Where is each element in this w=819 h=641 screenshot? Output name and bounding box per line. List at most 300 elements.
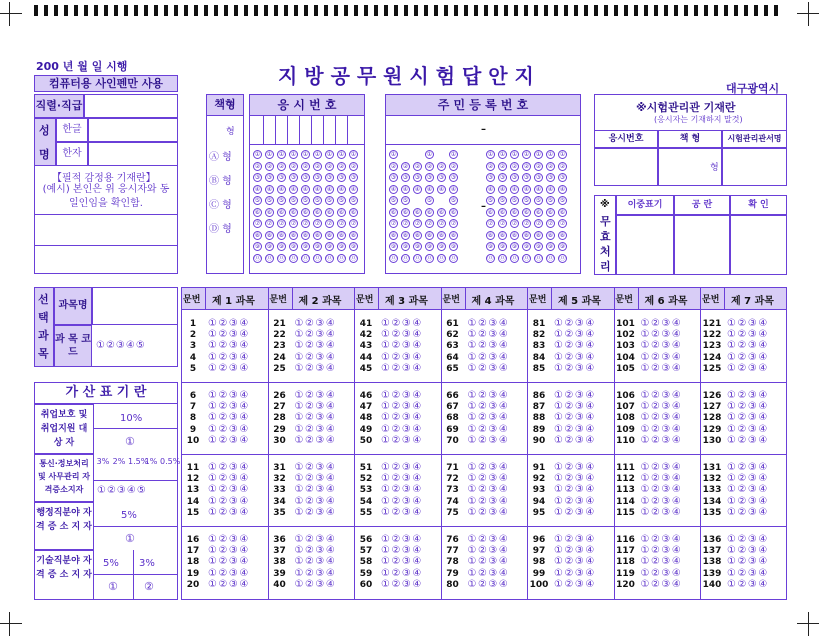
answer-bubbles[interactable]: ①②③④ [640,484,683,496]
exam-number-digit-bubble[interactable]: ⑤ [314,197,321,204]
answer-bubbles[interactable]: ①②③④ [640,506,683,518]
exam-number-digit-bubble[interactable]: ⑦ [290,220,297,227]
resident-number-digit-bubble[interactable]: ⑧ [523,231,530,239]
answer-bubbles[interactable]: ①②③④ [208,351,250,363]
exam-number-digit-bubble[interactable]: ④ [254,185,261,193]
answer-bubbles[interactable]: ①②③④ [640,495,683,507]
resident-number-digit-bubble[interactable]: ⑦ [426,220,433,227]
exam-number-digit-bubble[interactable]: ⓪ [254,254,261,262]
exam-number-digit-bubble[interactable]: ⑦ [338,220,345,227]
resident-number-digit-bubble[interactable]: ⓪ [511,254,518,262]
resident-number-digit-bubble[interactable]: ② [402,162,409,170]
answer-bubbles[interactable]: ①②③④ [640,534,683,545]
resident-number-digit-bubble[interactable]: ⑦ [499,220,506,227]
exam-number-digit-bubble[interactable]: ③ [314,174,321,181]
invalid-double-field[interactable] [616,215,674,275]
resident-number-digit-bubble[interactable]: ③ [438,174,445,181]
answer-bubbles[interactable]: ①②③④ [381,423,423,435]
resident-number-digit-bubble[interactable]: ① [426,151,433,158]
resident-number-digit-bubble[interactable]: ⑨ [547,243,554,250]
answer-bubbles[interactable]: ①②③④ [294,495,337,507]
resident-number-digit-bubble[interactable]: ⑤ [535,197,542,204]
exam-number-digit-bubble[interactable]: ⑤ [266,197,273,204]
answer-bubbles[interactable]: ①②③④ [640,329,683,341]
resident-number-digit-bubble[interactable]: ② [559,162,566,170]
hanja-name-field[interactable] [88,142,178,166]
answer-bubbles[interactable]: ①②③④ [294,318,337,329]
exam-number-digit-bubble[interactable]: ⑥ [254,208,261,216]
answer-bubbles[interactable]: ①②③④ [640,390,683,401]
exam-number-digit-bubble[interactable]: ⑥ [338,208,345,216]
exam-number-digit-bubble[interactable]: ⑨ [350,243,357,250]
answer-bubbles[interactable]: ①②③④ [381,351,423,363]
answer-bubbles[interactable]: ①②③④ [727,484,769,496]
answer-bubbles[interactable]: ①②③④ [294,390,337,401]
exam-number-digit-bubble[interactable]: ⑦ [302,220,309,227]
answer-bubbles[interactable]: ①②③④ [640,401,683,413]
answer-bubbles[interactable]: ①②③④ [640,362,683,374]
exam-number-digit-bubble[interactable]: ④ [350,185,357,193]
resident-number-digit-bubble[interactable]: ⑨ [426,243,433,250]
resident-number-digit-bubble[interactable]: ④ [426,185,433,193]
resident-number-digit-bubble[interactable]: ⑦ [547,220,554,227]
answer-bubbles[interactable]: ①②③④ [467,506,510,518]
exam-number-digit-bubble[interactable]: ⑤ [254,197,261,204]
resident-number-digit-bubble[interactable]: ② [547,162,554,170]
answer-bubbles[interactable]: ①②③④ [294,362,337,374]
korean-name-field[interactable] [88,118,178,142]
exam-number-digit-bubble[interactable]: ⑧ [266,231,273,239]
answer-bubbles[interactable]: ①②③④ [467,318,510,329]
exam-number-digit-bubble[interactable]: ⓪ [278,254,285,262]
answer-bubbles[interactable]: ①②③④ [208,434,250,446]
answer-bubbles[interactable]: ①②③④ [467,484,510,496]
exam-number-digit-bubble[interactable]: ⑤ [278,197,285,204]
resident-number-digit-bubble[interactable]: ② [426,162,433,170]
answer-bubbles[interactable]: ①②③④ [467,462,510,473]
resident-number-digit-bubble[interactable]: ① [523,151,530,158]
answer-bubbles[interactable]: ①②③④ [554,412,596,424]
resident-number-digit-bubble[interactable]: ③ [523,174,530,181]
resident-number-digit-bubble[interactable]: ⑧ [438,231,445,239]
resident-number-digit-bubble[interactable]: ⑤ [523,197,530,204]
answer-bubbles[interactable]: ①②③④ [727,495,769,507]
resident-number-digit-bubble[interactable]: ⑧ [426,231,433,239]
exam-number-digit-bubble[interactable]: ③ [338,174,345,181]
answer-bubbles[interactable]: ①②③④ [208,545,250,557]
answer-bubbles[interactable]: ①②③④ [467,567,510,579]
invalid-blank-field[interactable] [674,215,730,275]
resident-number-digit-bubble[interactable]: ⑥ [438,208,445,216]
resident-number-digit-bubble[interactable]: ② [535,162,542,170]
exam-number-digit-bubble[interactable]: ⓪ [290,254,297,262]
answer-bubbles[interactable]: ①②③④ [467,401,510,413]
exam-number-digit-bubble[interactable]: ⑨ [314,243,321,250]
resident-number-digit-bubble[interactable]: ⑥ [499,208,506,216]
exam-number-digit-bubble[interactable]: ⑨ [290,243,297,250]
exam-number-digit-bubble[interactable]: ② [350,162,357,170]
resident-number-digit-bubble[interactable]: ④ [414,185,421,193]
resident-number-digit-bubble[interactable]: ⑧ [535,231,542,239]
resident-number-digit-bubble[interactable]: ④ [559,185,566,193]
resident-number-digit-bubble[interactable]: ④ [390,185,397,193]
resident-number-digit-bubble[interactable]: ③ [487,174,494,181]
resident-number-digit-bubble[interactable]: ① [535,151,542,158]
resident-number-digit-bubble[interactable]: ① [511,151,518,158]
resident-number-digit-bubble[interactable]: ③ [499,174,506,181]
resident-number-digit-bubble[interactable]: ⑧ [559,231,566,239]
handwriting-field[interactable] [34,214,178,246]
resident-number-digit-bubble[interactable]: ④ [450,185,457,193]
resident-number-digit-bubble[interactable]: ② [511,162,518,170]
resident-number-digit-bubble[interactable]: ⑤ [559,197,566,204]
answer-bubbles[interactable]: ①②③④ [467,556,510,568]
resident-number-digit-bubble[interactable]: ⑧ [390,231,397,239]
resident-number-digit-bubble[interactable]: ⑦ [523,220,530,227]
answer-bubbles[interactable]: ①②③④ [727,412,769,424]
resident-number-digit-bubble[interactable]: ⓪ [523,254,530,262]
answer-bubbles[interactable]: ①②③④ [294,340,337,352]
answer-bubbles[interactable]: ①②③④ [554,556,596,568]
resident-number-digit-bubble[interactable]: ⑨ [511,243,518,250]
answer-bubbles[interactable]: ①②③④ [381,412,423,424]
resident-number-digit-bubble[interactable]: ③ [414,174,421,181]
resident-number-digit-bubble[interactable]: ⓪ [450,254,457,262]
exam-number-digit-bubble[interactable]: ④ [278,185,285,193]
resident-number-digit-bubble[interactable]: ⑥ [547,208,554,216]
exam-number-digit-bubble[interactable]: ⑨ [302,243,309,250]
resident-number-digit-bubble[interactable]: ⑨ [535,243,542,250]
resident-number-digit-bubble[interactable]: ② [390,162,397,170]
exam-number-digit-bubble[interactable]: ④ [290,185,297,193]
answer-bubbles[interactable]: ①②③④ [554,534,596,545]
exam-number-digit-bubble[interactable]: ⑦ [266,220,273,227]
bonus-row4-bubble-a[interactable]: ① [108,580,118,593]
resident-number-digit-bubble[interactable]: ⑦ [390,220,397,227]
exam-number-digit-bubble[interactable]: ① [254,151,261,158]
exam-number-digit-bubble[interactable]: ⑥ [326,208,333,216]
resident-number-digit-bubble[interactable]: ④ [535,185,542,193]
answer-bubbles[interactable]: ①②③④ [467,412,510,424]
answer-bubbles[interactable]: ①②③④ [208,412,250,424]
resident-number-digit-bubble[interactable]: ④ [499,185,506,193]
resident-number-digit-bubble[interactable]: ① [390,151,397,158]
answer-bubbles[interactable]: ①②③④ [381,329,423,341]
answer-bubbles[interactable]: ①②③④ [381,495,423,507]
bonus-row2-bubbles[interactable]: ①②③④⑤ [97,485,147,496]
resident-number-digit-bubble[interactable]: ② [438,162,445,170]
exam-number-digit-bubble[interactable]: ② [266,162,273,170]
exam-number-digit-bubble[interactable]: ② [326,162,333,170]
answer-bubbles[interactable]: ①②③④ [294,534,337,545]
answer-bubbles[interactable]: ①②③④ [554,506,596,518]
exam-number-digit-bubble[interactable]: ③ [278,174,285,181]
exam-number-digit-bubble[interactable]: ⑨ [266,243,273,250]
exam-number-digit-bubble[interactable]: ⑤ [302,197,309,204]
resident-number-digit-bubble[interactable]: ⑥ [402,208,409,216]
exam-number-digit-bubble[interactable]: ② [338,162,345,170]
answer-bubbles[interactable]: ①②③④ [554,351,596,363]
answer-bubbles[interactable]: ①②③④ [381,545,423,557]
resident-number-digit-bubble[interactable]: ⑥ [523,208,530,216]
exam-number-digit-bubble[interactable]: ⑤ [326,197,333,204]
answer-bubbles[interactable]: ①②③④ [208,578,250,590]
answer-bubbles[interactable]: ①②③④ [554,423,596,435]
answer-bubbles[interactable]: ①②③④ [727,434,769,446]
resident-number-digit-bubble[interactable]: ⑥ [450,208,457,216]
answer-bubbles[interactable]: ①②③④ [467,423,510,435]
exam-number-digit-bubble[interactable]: ⑥ [266,208,273,216]
answer-bubbles[interactable]: ①②③④ [554,318,596,329]
answer-bubbles[interactable]: ①②③④ [208,473,250,485]
answer-bubbles[interactable]: ①②③④ [294,545,337,557]
resident-number-digit-bubble[interactable]: ⑤ [450,197,457,204]
answer-bubbles[interactable]: ①②③④ [554,567,596,579]
resident-number-digit-bubble[interactable]: ⑨ [499,243,506,250]
bonus-row4-bubble-b[interactable]: ② [144,580,154,593]
bonus-row1-bubble[interactable]: ① [125,435,135,448]
exam-type-option[interactable]: Ⓐ 형 [209,152,232,163]
exam-number-digit-bubble[interactable]: ② [302,162,309,170]
exam-number-digit-bubble[interactable]: ⑨ [278,243,285,250]
resident-number-digit-bubble[interactable]: ⑦ [535,220,542,227]
answer-bubbles[interactable]: ①②③④ [727,390,769,401]
exam-number-digit-bubble[interactable]: ③ [266,174,273,181]
resident-number-digit-bubble[interactable]: ⑥ [559,208,566,216]
exam-number-digit-bubble[interactable]: ① [266,151,273,158]
resident-number-digit-bubble[interactable]: ⓪ [535,254,542,262]
answer-bubbles[interactable]: ①②③④ [554,545,596,557]
resident-number-digit-bubble[interactable]: ⑤ [511,197,518,204]
answer-bubbles[interactable]: ①②③④ [640,318,683,329]
subject-code-bubbles[interactable]: ①②③④⑤ [96,340,146,351]
resident-number-digit-bubble[interactable]: ⑤ [390,197,397,204]
answer-bubbles[interactable]: ①②③④ [554,390,596,401]
resident-number-digit-bubble[interactable]: ⑧ [450,231,457,239]
answer-bubbles[interactable]: ①②③④ [467,545,510,557]
answer-bubbles[interactable]: ①②③④ [554,329,596,341]
exam-number-digit-bubble[interactable]: ⑥ [278,208,285,216]
answer-bubbles[interactable]: ①②③④ [208,318,250,329]
resident-number-digit-bubble[interactable]: ⑧ [511,231,518,239]
resident-number-digit-bubble[interactable]: ⑦ [450,220,457,227]
admin-exam-no-field[interactable] [594,148,658,186]
resident-number-digit-bubble[interactable]: ⑤ [499,197,506,204]
resident-number-digit-bubble[interactable]: ② [487,162,494,170]
resident-number-digit-bubble[interactable]: ④ [511,185,518,193]
answer-bubbles[interactable]: ①②③④ [294,329,337,341]
resident-number-digit-bubble[interactable]: ① [487,151,494,158]
answer-bubbles[interactable]: ①②③④ [294,484,337,496]
answer-bubbles[interactable]: ①②③④ [381,578,423,590]
exam-number-digit-bubble[interactable]: ⑥ [314,208,321,216]
resident-number-digit-bubble[interactable]: ⑧ [487,231,494,239]
exam-number-digit-bubble[interactable]: ⑧ [338,231,345,239]
answer-bubbles[interactable]: ①②③④ [554,462,596,473]
answer-bubbles[interactable]: ①②③④ [467,362,510,374]
bonus-row3-bubble[interactable]: ① [125,532,135,545]
resident-number-digit-bubble[interactable]: ④ [438,185,445,193]
answer-bubbles[interactable]: ①②③④ [640,423,683,435]
exam-number-digit-bubble[interactable]: ⑥ [350,208,357,216]
answer-bubbles[interactable]: ①②③④ [208,495,250,507]
resident-number-digit-bubble[interactable]: ⑥ [426,208,433,216]
exam-number-digit-bubble[interactable]: ④ [338,185,345,193]
resident-number-digit-bubble[interactable]: ③ [547,174,554,181]
exam-number-digit-bubble[interactable]: ① [290,151,297,158]
exam-number-digit-bubble[interactable]: ③ [350,174,357,181]
answer-bubbles[interactable]: ①②③④ [554,340,596,352]
resident-number-digit-bubble[interactable]: ② [450,162,457,170]
answer-bubbles[interactable]: ①②③④ [727,423,769,435]
answer-bubbles[interactable]: ①②③④ [554,434,596,446]
exam-number-digit-bubble[interactable]: ② [254,162,261,170]
answer-bubbles[interactable]: ①②③④ [554,362,596,374]
answer-bubbles[interactable]: ①②③④ [727,401,769,413]
exam-number-digit-bubble[interactable]: ④ [326,185,333,193]
answer-bubbles[interactable]: ①②③④ [381,340,423,352]
exam-number-digit-bubble[interactable]: ③ [290,174,297,181]
exam-number-digit-bubble[interactable]: ② [278,162,285,170]
exam-number-digit-bubble[interactable]: ① [278,151,285,158]
answer-bubbles[interactable]: ①②③④ [727,545,769,557]
rank-field[interactable] [84,94,178,118]
resident-number-digit-bubble[interactable]: ⑨ [559,243,566,250]
resident-number-digit-bubble[interactable]: ③ [450,174,457,181]
resident-number-digit-bubble[interactable]: ⑧ [547,231,554,239]
exam-number-digit-bubble[interactable]: ⑨ [254,243,261,250]
resident-number-digit-bubble[interactable]: ④ [547,185,554,193]
exam-number-digit-bubble[interactable]: ① [338,151,345,158]
answer-bubbles[interactable]: ①②③④ [640,462,683,473]
exam-number-digit-bubble[interactable]: ⑧ [326,231,333,239]
resident-number-digit-bubble[interactable]: ① [547,151,554,158]
answer-bubbles[interactable]: ①②③④ [640,412,683,424]
resident-number-digit-bubble[interactable]: ⑦ [487,220,494,227]
resident-number-digit-bubble[interactable]: ⑥ [487,208,494,216]
answer-bubbles[interactable]: ①②③④ [467,329,510,341]
answer-bubbles[interactable]: ①②③④ [467,473,510,485]
exam-number-digit-bubble[interactable]: ⑧ [350,231,357,239]
answer-bubbles[interactable]: ①②③④ [640,351,683,363]
resident-number-digit-bubble[interactable]: ⑨ [487,243,494,250]
resident-number-digit-bubble[interactable]: ⓪ [402,254,409,262]
answer-bubbles[interactable]: ①②③④ [294,423,337,435]
resident-number-digit-bubble[interactable]: ⑦ [511,220,518,227]
resident-number-digit-bubble[interactable]: ③ [511,174,518,181]
answer-bubbles[interactable]: ①②③④ [640,340,683,352]
answer-bubbles[interactable]: ①②③④ [467,340,510,352]
answer-bubbles[interactable]: ①②③④ [467,351,510,363]
resident-number-digit-bubble[interactable]: ③ [390,174,397,181]
answer-bubbles[interactable]: ①②③④ [467,390,510,401]
resident-number-digit-bubble[interactable]: ⑧ [414,231,421,239]
exam-number-digit-bubble[interactable]: ⑦ [326,220,333,227]
resident-number-digit-bubble[interactable]: ⑥ [511,208,518,216]
exam-number-digit-bubble[interactable]: ⑤ [338,197,345,204]
answer-bubbles[interactable]: ①②③④ [294,434,337,446]
resident-number-digit-bubble[interactable]: ⓪ [414,254,421,262]
answer-bubbles[interactable]: ①②③④ [727,567,769,579]
answer-bubbles[interactable]: ①②③④ [640,473,683,485]
resident-number-digit-bubble[interactable]: ② [499,162,506,170]
answer-bubbles[interactable]: ①②③④ [727,578,769,590]
exam-number-digit-bubble[interactable]: ② [290,162,297,170]
resident-number-digit-bubble[interactable]: ⑨ [523,243,530,250]
answer-bubbles[interactable]: ①②③④ [208,329,250,341]
resident-number-digit-bubble[interactable]: ⓪ [426,254,433,262]
exam-number-digit-bubble[interactable]: ⓪ [314,254,321,262]
resident-number-digit-bubble[interactable]: ⑨ [390,243,397,250]
resident-number-digit-bubble[interactable]: ⑧ [402,231,409,239]
exam-number-digit-bubble[interactable]: ⓪ [302,254,309,262]
answer-bubbles[interactable]: ①②③④ [640,578,683,590]
answer-bubbles[interactable]: ①②③④ [208,567,250,579]
answer-bubbles[interactable]: ①②③④ [727,318,769,329]
resident-number-digit-bubble[interactable]: ⑨ [450,243,457,250]
resident-number-digit-bubble[interactable]: ⑤ [426,197,433,204]
resident-number-digit-bubble[interactable]: ⓪ [559,254,566,262]
exam-number-digit-bubble[interactable]: ③ [326,174,333,181]
answer-bubbles[interactable]: ①②③④ [381,462,423,473]
resident-number-digit-bubble[interactable]: ④ [402,185,409,193]
resident-number-digit-bubble[interactable]: ④ [487,185,494,193]
exam-number-digit-bubble[interactable]: ① [302,151,309,158]
exam-type-option[interactable]: Ⓑ 형 [209,176,232,187]
exam-number-digit-bubble[interactable]: ③ [302,174,309,181]
exam-number-digit-bubble[interactable]: ④ [266,185,273,193]
answer-bubbles[interactable]: ①②③④ [381,567,423,579]
invalid-confirm-field[interactable] [730,215,787,275]
resident-number-digit-bubble[interactable]: ⓪ [547,254,554,262]
answer-bubbles[interactable]: ①②③④ [554,578,596,590]
exam-number-digit-bubble[interactable]: ⑧ [314,231,321,239]
answer-bubbles[interactable]: ①②③④ [208,462,250,473]
resident-number-digit-bubble[interactable]: ⓪ [487,254,494,262]
exam-number-digit-bubble[interactable]: ⑨ [326,243,333,250]
resident-number-digit-bubble[interactable]: ⑧ [499,231,506,239]
answer-bubbles[interactable]: ①②③④ [381,434,423,446]
answer-bubbles[interactable]: ①②③④ [294,556,337,568]
answer-bubbles[interactable]: ①②③④ [381,318,423,329]
resident-number-digit-bubble[interactable]: ⑨ [402,243,409,250]
answer-bubbles[interactable]: ①②③④ [208,362,250,374]
exam-number-digit-bubble[interactable]: ② [314,162,321,170]
resident-number-digit-bubble[interactable]: ① [559,151,566,158]
answer-bubbles[interactable]: ①②③④ [381,506,423,518]
resident-number-digit-bubble[interactable]: ① [450,151,457,158]
exam-number-digit-bubble[interactable]: ⑧ [290,231,297,239]
exam-number-digit-bubble[interactable]: ⑦ [314,220,321,227]
exam-number-digit-bubble[interactable]: ① [350,151,357,158]
resident-number-digit-bubble[interactable]: ⑤ [487,197,494,204]
answer-bubbles[interactable]: ①②③④ [640,545,683,557]
exam-number-digit-bubble[interactable]: ⓪ [350,254,357,262]
exam-number-digit-bubble[interactable]: ⑧ [278,231,285,239]
answer-bubbles[interactable]: ①②③④ [381,362,423,374]
answer-bubbles[interactable]: ①②③④ [208,340,250,352]
answer-bubbles[interactable]: ①②③④ [294,401,337,413]
answer-bubbles[interactable]: ①②③④ [554,495,596,507]
resident-number-digit-bubble[interactable]: ⑤ [547,197,554,204]
exam-number-digit-bubble[interactable]: ⑧ [302,231,309,239]
answer-bubbles[interactable]: ①②③④ [467,534,510,545]
answer-bubbles[interactable]: ①②③④ [294,567,337,579]
resident-number-digit-bubble[interactable]: ⑦ [559,220,566,227]
resident-number-digit-bubble[interactable]: ⑤ [402,197,409,204]
resident-number-digit-bubble[interactable]: ⓪ [390,254,397,262]
exam-number-digit-bubble[interactable]: ⓪ [266,254,273,262]
